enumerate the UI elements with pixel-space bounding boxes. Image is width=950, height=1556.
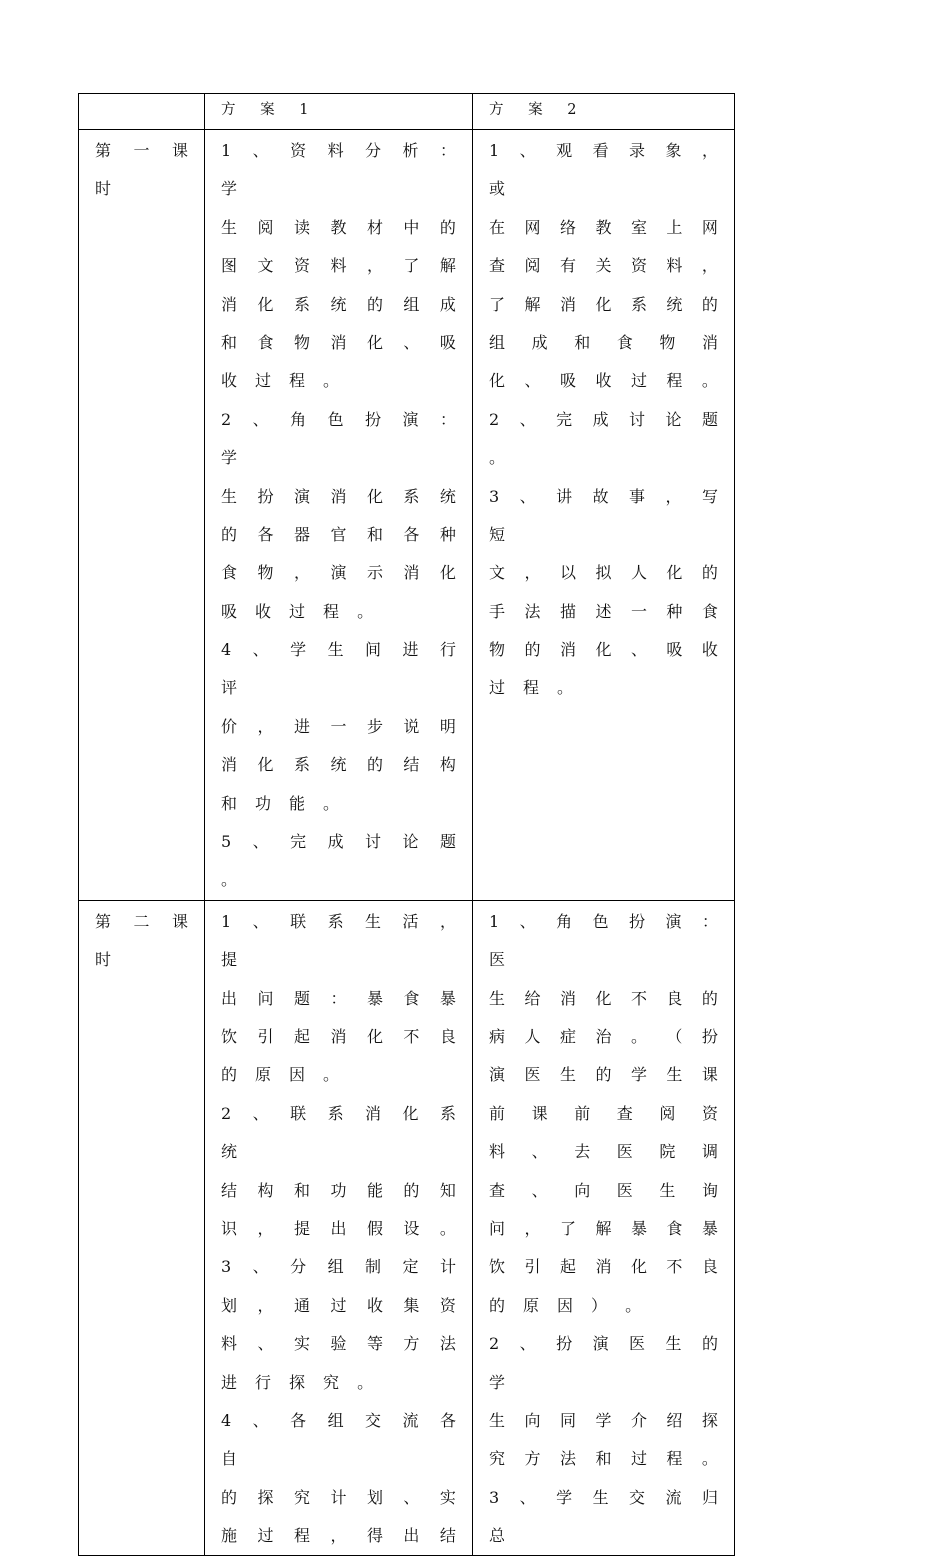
text-line: 收 过 程 。: [221, 371, 340, 391]
text-line: 食 物 ， 演 示 消 化: [221, 563, 456, 583]
text-line: 的 各 器 官 和 各 种: [221, 524, 456, 544]
header-plan-1: 方 案 1: [205, 94, 473, 130]
text-line: 学: [221, 448, 238, 468]
text-line: 3 、 分 组 制 定 计: [221, 1257, 456, 1277]
paragraph: [221, 1248, 456, 1402]
paragraph: [489, 401, 718, 478]
paragraph: [221, 823, 456, 900]
text-line: 识 ， 提 出 假 设 。: [221, 1218, 456, 1238]
text-line: 生 给 消 化 不 良 的: [489, 988, 718, 1008]
text-line: 究 方 法 和 过 程 。: [489, 1449, 718, 1469]
paragraph: [489, 132, 718, 401]
plan-1-cell: [205, 130, 473, 901]
text-line: 4 、 学 生 间 进 行: [221, 640, 456, 660]
text-line: 的 原 因 。: [221, 1065, 340, 1085]
text-line: 4 、 各 组 交 流 各: [221, 1410, 456, 1430]
text-line: 查 、 向 医 生 询: [489, 1180, 718, 1200]
text-line: 2 、 完 成 讨 论 题: [489, 409, 718, 429]
text-line: 2 、 角 色 扮 演 ：: [221, 409, 456, 429]
text-line: 或: [489, 179, 506, 199]
text-line: 饮 引 起 消 化 不 良: [221, 1026, 456, 1046]
text-line: 问 ， 了 解 暴 食 暴: [489, 1218, 718, 1238]
row-label-line: 时: [95, 950, 112, 970]
text-line: 1 、 联 系 生 活 ，: [221, 911, 456, 931]
row-label: [79, 901, 204, 980]
plan-2-cell: [473, 130, 735, 901]
row-label-line: 时: [95, 179, 112, 199]
paragraph: [489, 903, 718, 1325]
text-line: 的 原 因 ） 。: [489, 1295, 642, 1315]
paragraph: [221, 903, 456, 1095]
text-line: 总: [489, 1526, 506, 1546]
paragraph: [221, 132, 456, 401]
text-line: 2 、 扮 演 医 生 的: [489, 1334, 718, 1354]
table-row-lesson-2: [79, 900, 735, 1556]
paragraph: [221, 1095, 456, 1249]
text-line: 2 、 联 系 消 化 系: [221, 1103, 456, 1123]
paragraph: [489, 1479, 718, 1556]
text-line: 。: [489, 448, 506, 468]
text-line: 查 阅 有 关 资 料 ，: [489, 256, 718, 276]
text-line: 结 构 和 功 能 的 知: [221, 1180, 456, 1200]
text-line: 消 化 系 统 的 结 构: [221, 755, 456, 775]
row-label-cell: [79, 900, 205, 1556]
row-label-line: 第 二 课: [95, 911, 188, 931]
text-line: 文 ， 以 拟 人 化 的: [489, 563, 718, 583]
text-line: 评: [221, 678, 238, 698]
header-empty-cell: [79, 94, 205, 130]
header-plan-2: 方 案 2: [473, 94, 735, 130]
text-line: 统: [221, 1142, 238, 1162]
text-line: 1 、 观 看 录 象 ，: [489, 141, 718, 160]
text-line: 和 食 物 消 化 、 吸: [221, 332, 456, 352]
text-line: 前 课 前 查 阅 资: [489, 1103, 718, 1123]
text-line: 1 、 角 色 扮 演 ：: [489, 911, 718, 931]
text-line: 短: [489, 524, 506, 544]
paragraph: [489, 478, 718, 708]
text-line: 了 解 消 化 系 统 的: [489, 294, 718, 314]
text-line: 自: [221, 1449, 238, 1469]
row-label: [79, 130, 204, 209]
text-line: 过 程 。: [489, 678, 574, 698]
text-line: 医: [489, 950, 506, 970]
text-line: 3 、 讲 故 事 ， 写: [489, 486, 718, 506]
text-line: 手 法 描 述 一 种 食: [489, 601, 718, 621]
paragraph: [221, 401, 456, 631]
text-line: 划 ， 通 过 收 集 资: [221, 1295, 456, 1315]
text-line: 出 问 题 ： 暴 食 暴: [221, 988, 456, 1008]
text-line: 学: [221, 179, 238, 199]
row-label-cell: [79, 130, 205, 901]
lesson-plan-table: [78, 93, 735, 1556]
paragraph: [221, 1402, 456, 1556]
text-line: 组 成 和 食 物 消: [489, 332, 718, 352]
text-line: 和 功 能 。: [221, 793, 340, 813]
plan-1-cell: [205, 900, 473, 1556]
text-line: 3 、 学 生 交 流 归: [489, 1487, 718, 1507]
text-line: 病 人 症 治 。 （ 扮: [489, 1026, 718, 1046]
paragraph: [221, 631, 456, 823]
table-row-lesson-1: [79, 130, 735, 901]
row-label-line: 第 一 课: [95, 141, 188, 160]
text-line: 学: [489, 1372, 506, 1392]
text-line: 生 阅 读 教 材 中 的: [221, 217, 456, 237]
header-row: [79, 94, 735, 130]
text-line: 进 行 探 究 。: [221, 1372, 374, 1392]
text-line: 生 向 同 学 介 绍 探: [489, 1410, 718, 1430]
paragraph: [489, 1325, 718, 1479]
text-line: 化 、 吸 收 过 程 。: [489, 371, 718, 391]
text-line: 1 、 资 料 分 析 ：: [221, 141, 456, 160]
text-line: 图 文 资 料 ， 了 解: [221, 256, 456, 276]
text-line: 饮 引 起 消 化 不 良: [489, 1257, 718, 1277]
text-line: 提: [221, 950, 238, 970]
text-line: 的 探 究 计 划 、 实: [221, 1487, 456, 1507]
text-line: 施 过 程 ， 得 出 结: [221, 1526, 456, 1546]
plan-2-cell: [473, 900, 735, 1556]
text-line: 消 化 系 统 的 组 成: [221, 294, 456, 314]
text-line: 在 网 络 教 室 上 网: [489, 217, 718, 237]
text-line: 料 、 实 验 等 方 法: [221, 1334, 456, 1354]
text-line: 吸 收 过 程 。: [221, 601, 374, 621]
text-line: 演 医 生 的 学 生 课: [489, 1065, 718, 1085]
text-line: 5 、 完 成 讨 论 题: [221, 832, 456, 852]
text-line: 。: [221, 870, 238, 890]
text-line: 料 、 去 医 院 调: [489, 1142, 718, 1162]
text-line: 价 ， 进 一 步 说 明: [221, 716, 456, 736]
text-line: 物 的 消 化 、 吸 收: [489, 640, 718, 660]
text-line: 生 扮 演 消 化 系 统: [221, 486, 456, 506]
